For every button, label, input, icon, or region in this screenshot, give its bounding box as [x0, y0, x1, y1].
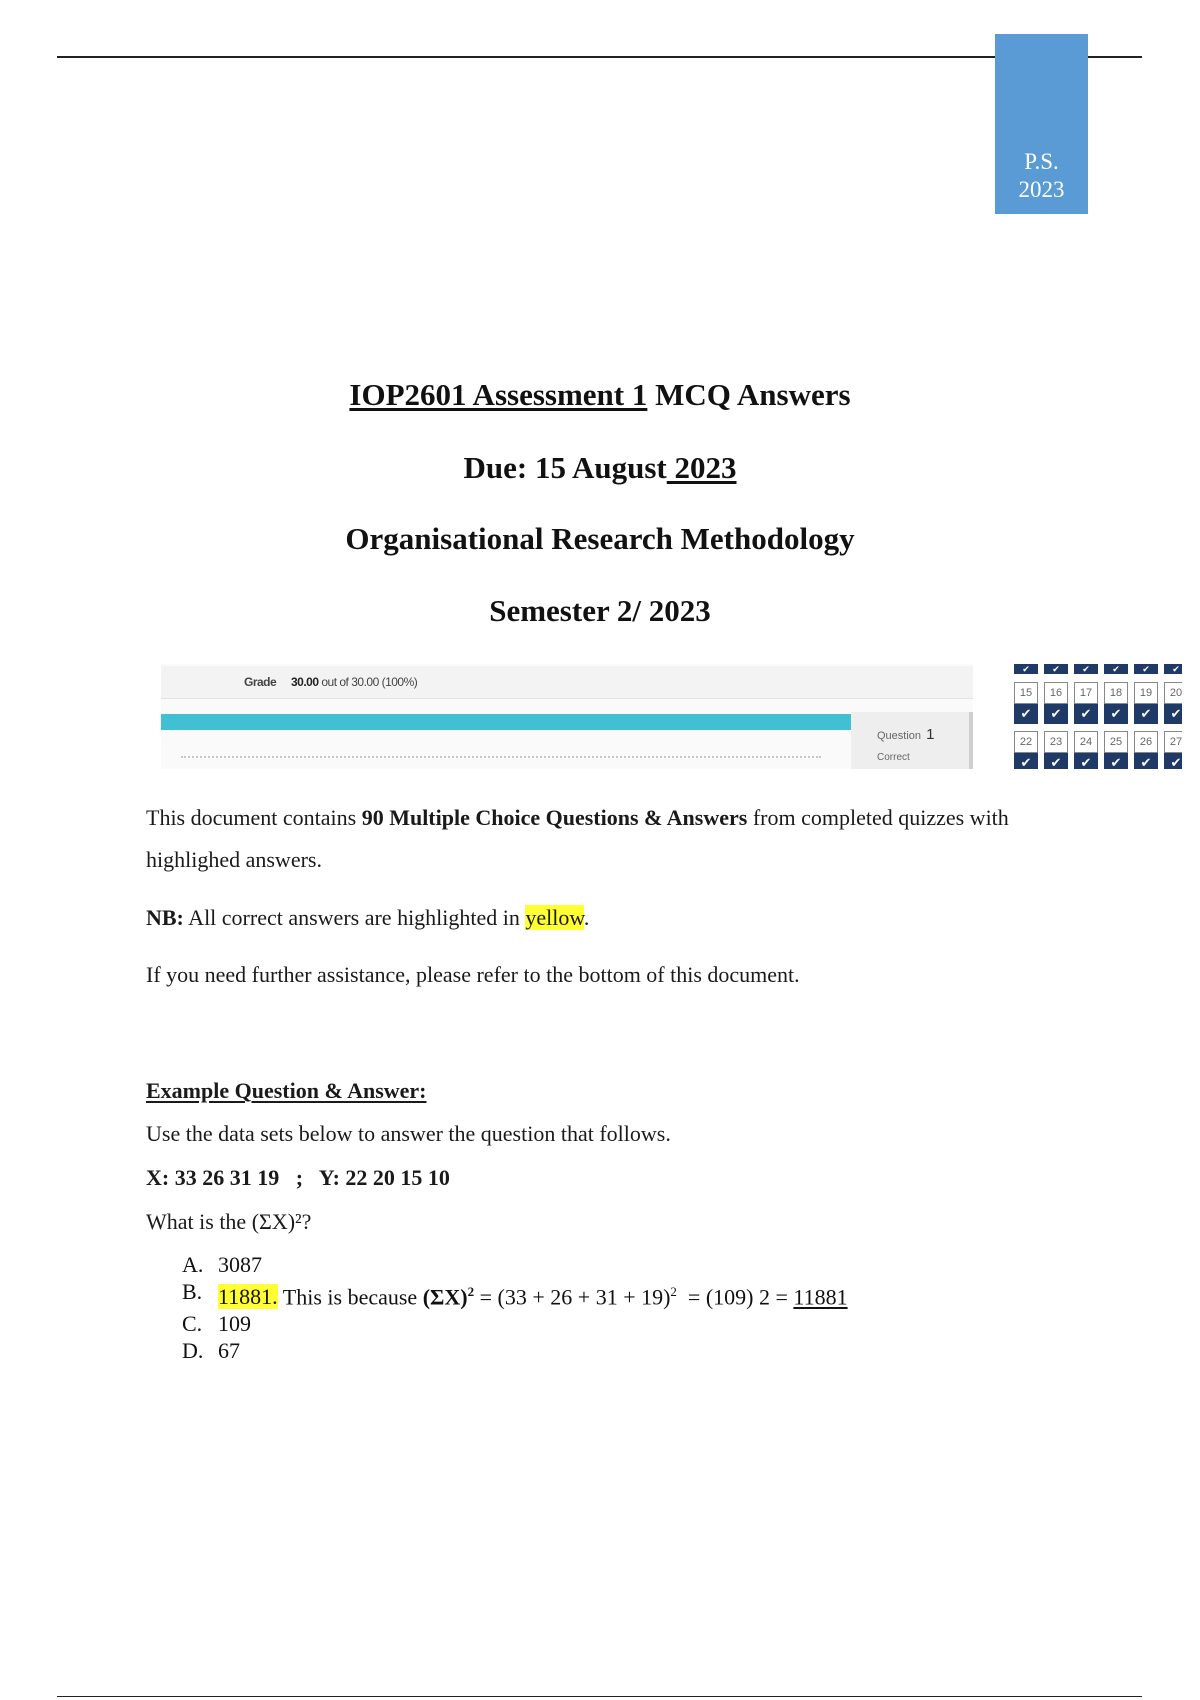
course-code: IOP2601 Assessment 1 [349, 377, 648, 412]
option-text: 3087 [218, 1252, 262, 1277]
top-rule [57, 56, 1142, 58]
nav-check-row [1014, 704, 1182, 724]
quiz-nav-check-icon: ✔ [1134, 664, 1158, 674]
nav-number-row [1014, 682, 1182, 704]
example-heading: Example Question & Answer: [146, 1078, 427, 1103]
badge-line1: P.S. [1024, 149, 1059, 174]
quiz-nav-number[interactable]: 16 [1044, 682, 1068, 704]
option-d [182, 1337, 848, 1364]
nav-check-row [1014, 753, 1182, 769]
answer-options [182, 1251, 848, 1364]
year-badge [995, 34, 1088, 214]
title-suffix: MCQ Answers [647, 377, 851, 412]
due-year: 2023 [666, 450, 737, 485]
x-data: X: 33 26 31 19 [146, 1165, 280, 1190]
question-status: Correct [877, 752, 910, 763]
quiz-nav-check-icon: ✔ [1104, 704, 1128, 724]
quiz-nav-number[interactable]: 18 [1104, 682, 1128, 704]
nb-end: . [583, 905, 590, 930]
nb-highlight: yellow [525, 905, 584, 930]
quiz-nav-number[interactable]: 22 [1014, 731, 1038, 753]
example-instruction: Use the data sets below to answer the question that follows. [146, 1121, 671, 1146]
nb-paragraph [146, 897, 1066, 939]
formula-tail: = (109) 2 = [676, 1284, 794, 1310]
quiz-nav-number[interactable]: 23 [1044, 731, 1068, 753]
option-text: 109 [218, 1311, 251, 1337]
quiz-nav-check-icon: ✔ [1164, 664, 1182, 674]
bottom-rule [57, 1696, 1142, 1697]
assist-paragraph: If you need further assistance, please refer to the bottom of this document. [146, 962, 800, 987]
grade-rest: out of 30.00 (100%) [318, 675, 418, 689]
quiz-navigation-screenshot [1012, 664, 1182, 769]
quiz-nav-check-icon: ✔ [1014, 664, 1038, 674]
due-prefix: Due: 15 August [463, 450, 667, 485]
formula-result: 11881 [793, 1284, 848, 1310]
option-letter: C. [182, 1311, 203, 1337]
option-letter: B. [182, 1279, 203, 1304]
quiz-nav-check-icon: ✔ [1044, 753, 1068, 769]
quiz-nav-check-icon: ✔ [1104, 664, 1128, 674]
option-letter: D. [182, 1338, 204, 1364]
quiz-nav-check-icon: ✔ [1014, 704, 1038, 724]
nav-check-row [1014, 664, 1182, 674]
quiz-nav-number[interactable]: 24 [1074, 731, 1098, 753]
option-b [182, 1278, 848, 1310]
data-sets [146, 1157, 1066, 1199]
grade-value [291, 675, 417, 689]
grade-score: 30.00 [291, 675, 319, 689]
quiz-nav-check-icon: ✔ [1074, 753, 1098, 769]
intro-start: This document contains [146, 805, 362, 830]
intro-paragraph [146, 797, 1066, 881]
question-label-text: Question [877, 730, 922, 742]
progress-bar [161, 714, 851, 730]
semester-title: Semester 2/ 2023 [489, 593, 711, 628]
nav-number-row [1014, 731, 1182, 753]
explanation: This is because [277, 1284, 423, 1310]
question-info-box [851, 712, 973, 769]
quiz-nav-check-icon: ✔ [1014, 753, 1038, 769]
question-number: 1 [926, 726, 935, 743]
question-label [877, 726, 934, 743]
option-letter: A. [182, 1252, 204, 1277]
intro-end: from completed quizzes with highlighed answers. [146, 805, 1009, 872]
formula-rest: = (33 + 26 + 31 + 19) [474, 1284, 671, 1310]
intro-bold: 90 Multiple Choice Questions & Answers [361, 805, 748, 830]
quiz-nav-check-icon: ✔ [1074, 664, 1098, 674]
quiz-grade-screenshot [161, 664, 973, 769]
nb-label: NB: [146, 905, 184, 930]
quiz-nav-check-icon: ✔ [1074, 704, 1098, 724]
quiz-nav-check-icon: ✔ [1044, 664, 1068, 674]
example-question: What is the (ΣX)²? [146, 1209, 312, 1234]
quiz-nav-number[interactable]: 26 [1134, 731, 1158, 753]
badge-line2: 2023 [1018, 177, 1065, 202]
data-separator: ; [279, 1165, 319, 1190]
quiz-nav-check-icon: ✔ [1134, 704, 1158, 724]
quiz-nav-number[interactable]: 27 [1164, 731, 1182, 753]
y-data: Y: 22 20 15 10 [318, 1165, 450, 1190]
correct-answer-highlight: 11881. [218, 1284, 278, 1310]
quiz-nav-check-icon: ✔ [1164, 704, 1182, 724]
option-c [182, 1310, 848, 1337]
faint-text-line [181, 756, 821, 760]
subject-title: Organisational Research Methodology [345, 521, 855, 556]
quiz-nav-number[interactable]: 15 [1014, 682, 1038, 704]
grade-row [161, 666, 973, 699]
option-a [182, 1251, 848, 1278]
option-text: 67 [218, 1338, 240, 1364]
grade-label: Grade [244, 675, 277, 689]
quiz-nav-check-icon: ✔ [1134, 753, 1158, 769]
option-b-content: 11881. This is because $(\Sigma X)^2 = (33 + 26 + 31 + 19)^2 = (109) 2 = 11881$ [218, 1284, 848, 1310]
quiz-nav-check-icon: ✔ [1164, 753, 1182, 769]
nb-text: All correct answers are highlighted in [183, 905, 526, 930]
quiz-nav-check-icon: ✔ [1044, 704, 1068, 724]
quiz-nav-number[interactable]: 19 [1134, 682, 1158, 704]
quiz-nav-check-icon: ✔ [1104, 753, 1128, 769]
quiz-nav-number[interactable]: 25 [1104, 731, 1128, 753]
document-title [0, 376, 1200, 414]
quiz-nav-number[interactable]: 20 [1164, 682, 1182, 704]
quiz-nav-number[interactable]: 17 [1074, 682, 1098, 704]
due-date [0, 449, 1200, 487]
formula-bold: (ΣX) [422, 1284, 468, 1310]
